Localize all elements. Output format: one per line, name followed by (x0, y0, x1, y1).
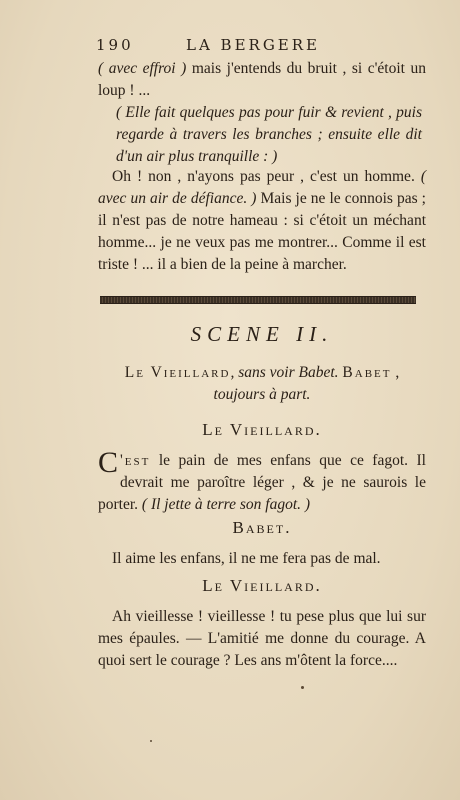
dialogue-text: Oh ! non , n'ayons pas peur , c'est un homme. (112, 168, 415, 185)
cast-name: Babet (342, 364, 392, 381)
dialogue-paragraph (98, 166, 426, 276)
running-title: LA BERGERE (186, 36, 321, 54)
stage-direction-block: ( Elle fait quelques pas pour fuir & revient , puis regarde à travers les branches ; ensuite elle dit d'un air plus tranquille : ) (116, 104, 422, 165)
speech-paragraph: Ah vieillesse ! vieillesse ! tu pese plus que lui sur mes épaules. — L'amitié me donne du courage. A quoi sert le courage ? Les ans m'ôtent la force.... (98, 608, 426, 669)
stage-direction: ( avec un air de défiance. ) (98, 168, 427, 207)
stage-direction: ( avec effroi ) (98, 60, 187, 77)
speech-paragraph: Il aime les enfans, il ne me fera pas de mal. (112, 550, 381, 567)
speaker-name: Le Vieillard. (202, 576, 322, 595)
opening-line (98, 58, 426, 102)
speech-paragraph (98, 446, 426, 516)
dialogue-text: mais j'entends du bruit , si c'étoit un loup ! ... (98, 60, 426, 99)
speaker-name: Le Vieillard. (202, 420, 322, 439)
scene-title: SCENE II. (190, 322, 334, 346)
speaker-name: Babet. (232, 518, 292, 537)
dialogue-text: Mais je ne le connois pas ; il n'est pas de notre hameau : si c'étoit un méchant homme... je ne veux pas me montrer... Comme il est triste ! ... il a bien de la peine à marcher. (98, 190, 426, 273)
paper-speck (301, 686, 304, 689)
drop-cap: C (98, 446, 119, 479)
stage-direction: ( Il jette à terre son fagot. ) (138, 496, 311, 513)
paper-speck (150, 740, 152, 742)
page-number: 190 (96, 36, 134, 54)
cast-punct: , (391, 364, 400, 381)
speech-text: le pain de mes enfans que ce fagot. Il devrait me paroître léger , & je ne saurois le porter. (98, 452, 426, 513)
scene-cast (98, 362, 426, 406)
cast-name: Le Vieillard (124, 364, 231, 381)
speech-first-word: 'est (120, 452, 151, 469)
cast-note: , sans voir Babet. (230, 364, 343, 381)
section-rule (100, 296, 416, 304)
cast-note: toujours à part. (213, 386, 311, 403)
